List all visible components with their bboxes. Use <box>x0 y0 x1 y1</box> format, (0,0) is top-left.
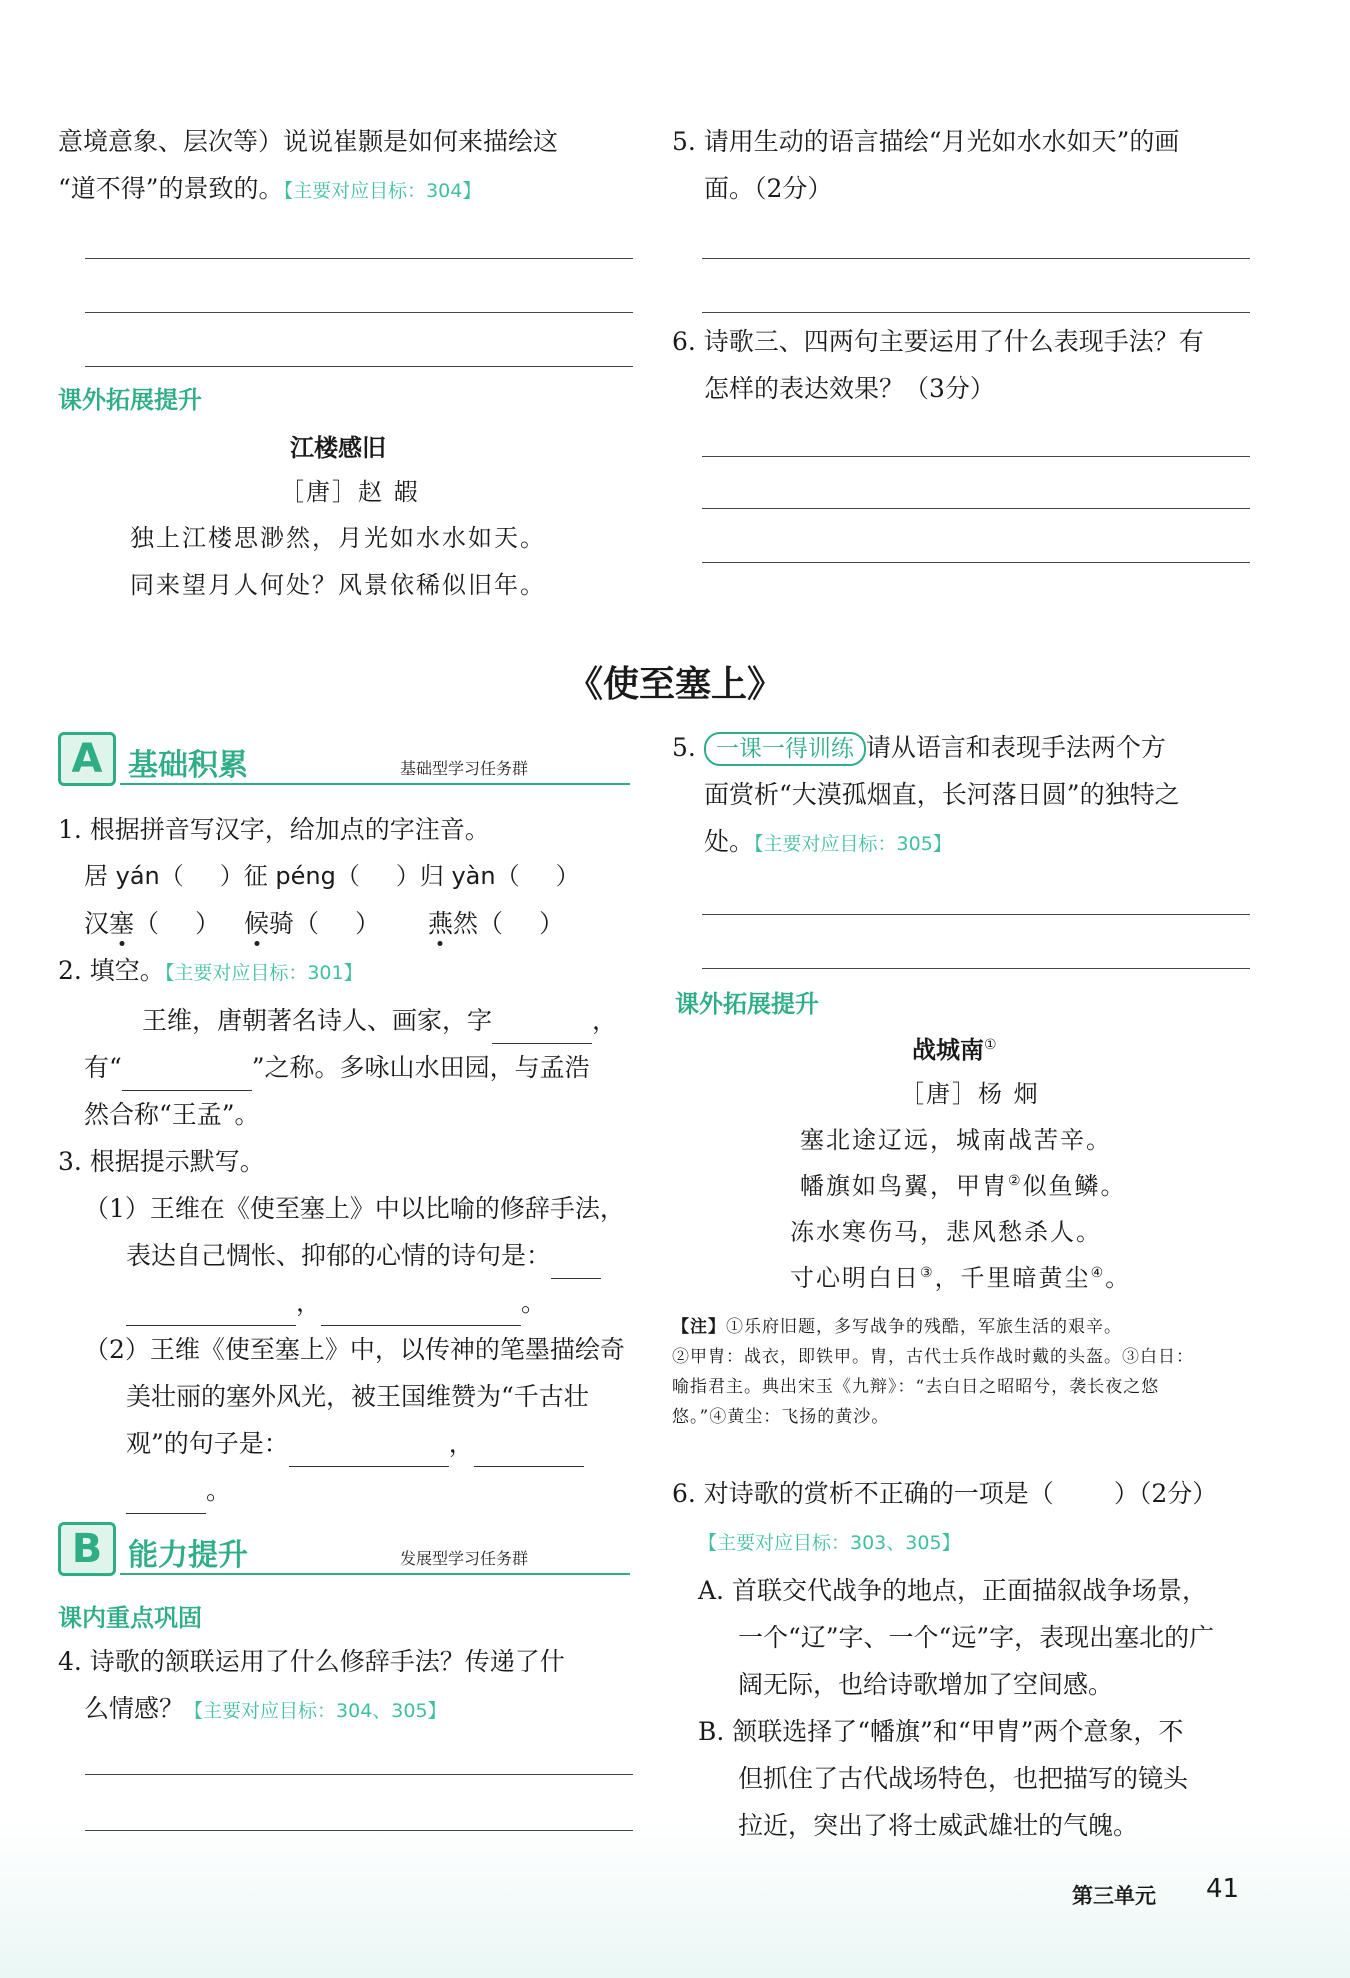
answer-line[interactable] <box>702 508 1250 509</box>
answer-line[interactable] <box>702 456 1250 457</box>
fill-blank[interactable] <box>492 1013 592 1044</box>
question-5 <box>672 118 1262 212</box>
dotted-char-row: 汉塞（ ） 候骑（ ） 燕然（ ） <box>84 909 565 938</box>
option-a[interactable]: A. 首联交代战争的地点，正面描叙战争场景， <box>698 1576 1207 1605</box>
page-number: 41 <box>1206 1874 1240 1904</box>
training-badge: 一课一得训练 <box>704 732 866 766</box>
section-b-subtitle: 发展型学习任务群 <box>400 1549 529 1568</box>
dotted-char: 塞 <box>109 909 135 938</box>
question-text: 。 <box>58 1467 638 1514</box>
answer-line[interactable] <box>702 968 1250 969</box>
lesson-title: 《使至塞上》 <box>566 664 783 705</box>
poem-notes <box>672 1312 1262 1432</box>
option-a-text: 阔无际，也给诗歌增加了空间感。 <box>738 1670 1114 1699</box>
question-text: 5. 一课一得训练 请从语言和表现手法两个方 <box>672 724 1262 771</box>
answer-line[interactable] <box>702 562 1250 563</box>
question-text: 1. 根据拼音写汉字，给加点的字注音。 <box>58 815 490 844</box>
top-left-question <box>58 118 638 215</box>
dotted-char: 候 <box>244 909 270 938</box>
poem-author: ［唐］杨 炯 <box>900 1080 1040 1108</box>
question-1 <box>58 806 638 1514</box>
target-tag: 【主要对应目标：303、305】 <box>698 1532 961 1554</box>
question-6 <box>672 318 1262 412</box>
option-b-text: 但抓住了古代战场特色，也把描写的镜头 <box>738 1764 1189 1793</box>
answer-line[interactable] <box>702 914 1250 915</box>
section-divider <box>120 1573 630 1575</box>
question-text: 面。（2分） <box>704 174 833 203</box>
question-text: 2. 填空。【主要对应目标：301】 <box>58 956 363 985</box>
pinyin-row: 居 yán（ ）征 péng（ ）归 yàn（ ） <box>84 862 580 890</box>
extension-heading: 课外拓展提升 <box>675 990 819 1018</box>
note-text: 【注】①乐府旧题，多写战争的残酷，军旅生活的艰辛。 <box>672 1317 1122 1337</box>
fill-blank[interactable] <box>126 1483 206 1514</box>
target-tag: 【主要对应目标：301】 <box>164 962 363 984</box>
question-text: 有“ ”之称。多咏山水田园，与孟浩 <box>58 1044 638 1091</box>
answer-line[interactable] <box>702 312 1250 313</box>
poem-line: 塞北途辽远，城南战苦辛。 <box>800 1126 1112 1154</box>
section-a-subtitle: 基础型学习任务群 <box>400 759 529 778</box>
question-text: 5. 请用生动的语言描绘“月光如水水如天”的画 <box>672 127 1180 156</box>
target-tag-line <box>672 1517 1262 1567</box>
question-text: 怎样的表达效果？（3分） <box>704 374 995 403</box>
section-divider <box>120 783 630 785</box>
dotted-char: 燕 <box>427 909 453 938</box>
option-b[interactable]: B. 颔联选择了“幡旗”和“甲胄”两个意象，不 <box>698 1717 1184 1746</box>
answer-line[interactable] <box>702 258 1250 259</box>
fill-blank[interactable] <box>122 1060 252 1091</box>
answer-line[interactable] <box>85 1774 633 1775</box>
inner-heading: 课内重点巩固 <box>58 1604 202 1632</box>
poem-title: 战城南① <box>912 1036 997 1064</box>
section-a-badge: A <box>58 732 116 786</box>
poem-line: 冻水寒伤马，悲风愁杀人。 <box>790 1218 1102 1246</box>
option-b-text: 拉近，突出了将士威武雄壮的气魄。 <box>738 1811 1139 1840</box>
question-6-lesson <box>672 1470 1262 1849</box>
question-text: “道不得”的景致的。【主要对应目标：304】 <box>58 174 482 203</box>
question-text: 表达自己惆怅、抑郁的心情的诗句是： <box>58 1232 638 1279</box>
question-text: 面赏析“大漠孤烟直，长河落日圆”的独特之 <box>704 780 1180 809</box>
question-text: 观”的句子是： ， <box>58 1420 638 1467</box>
question-text: （2）王维《使至塞上》中，以传神的笔墨描绘奇 <box>84 1335 625 1364</box>
answer-line[interactable] <box>85 258 633 259</box>
fill-blank[interactable] <box>551 1248 601 1279</box>
fill-blank[interactable] <box>289 1436 449 1467</box>
poem-author: ［唐］赵 嘏 <box>280 478 420 506</box>
target-tag: 【主要对应目标：304】 <box>283 180 482 202</box>
target-tag: 【主要对应目标：304、305】 <box>184 1700 447 1722</box>
fill-blank[interactable] <box>126 1295 296 1326</box>
question-text: 然合称“王孟”。 <box>84 1100 260 1129</box>
poem-line: 独上江楼思渺然，月光如水水如天。 <box>130 524 546 552</box>
poem-line: 幡旗如鸟翼，甲胄②似鱼鳞。 <box>800 1172 1127 1200</box>
answer-line[interactable] <box>85 1830 633 1831</box>
section-b-title: 能力提升 <box>128 1538 248 1573</box>
section-a-title: 基础积累 <box>128 748 248 783</box>
question-text: 处。【主要对应目标：305】 <box>704 827 952 856</box>
fill-blank[interactable] <box>321 1295 521 1326</box>
question-text: 6. 对诗歌的赏析不正确的一项是（ ）（2分） <box>672 1479 1218 1508</box>
question-text: 么情感？【主要对应目标：304、305】 <box>84 1694 447 1723</box>
note-text: ②甲胄：战衣，即铁甲。胄，古代士兵作战时戴的头盔。③白日： <box>672 1347 1194 1367</box>
target-tag: 【主要对应目标：305】 <box>754 833 952 855</box>
question-text: ， 。 <box>58 1279 638 1326</box>
question-text: 王维，唐朝著名诗人、画家，字 ， <box>58 997 638 1044</box>
poem-title: 江楼感旧 <box>290 434 386 462</box>
question-text: 3. 根据提示默写。 <box>58 1147 265 1176</box>
poem-line: 同来望月人何处？风景依稀似旧年。 <box>130 571 546 599</box>
section-b-badge: B <box>58 1522 116 1576</box>
question-text: 美壮丽的塞外风光，被王国维赞为“千古壮 <box>126 1382 589 1411</box>
option-a-text: 一个“辽”字、一个“远”字，表现出塞北的广 <box>738 1623 1215 1652</box>
extension-heading: 课外拓展提升 <box>58 386 202 414</box>
fill-blank[interactable] <box>474 1436 584 1467</box>
question-text: （1）王维在《使至塞上》中以比喻的修辞手法， <box>84 1194 625 1223</box>
answer-line[interactable] <box>85 312 633 313</box>
question-4 <box>58 1638 638 1735</box>
question-5-lesson <box>672 724 1262 868</box>
footer-unit: 第三单元 <box>1072 1884 1156 1908</box>
question-text: 6. 诗歌三、四两句主要运用了什么表现手法？有 <box>672 327 1204 356</box>
note-text: 悠。”④黄尘：飞扬的黄沙。 <box>672 1407 890 1427</box>
question-text: 4. 诗歌的颔联运用了什么修辞手法？传递了什 <box>58 1647 565 1676</box>
note-text: 喻指君主。典出宋玉《九辩》：“去白日之昭昭兮，袭长夜之悠 <box>672 1377 1160 1397</box>
answer-line[interactable] <box>85 366 633 367</box>
question-text: 意境意象、层次等）说说崔颢是如何来描绘这 <box>58 127 559 156</box>
poem-line: 寸心明白日③，千里暗黄尘④。 <box>790 1264 1132 1292</box>
